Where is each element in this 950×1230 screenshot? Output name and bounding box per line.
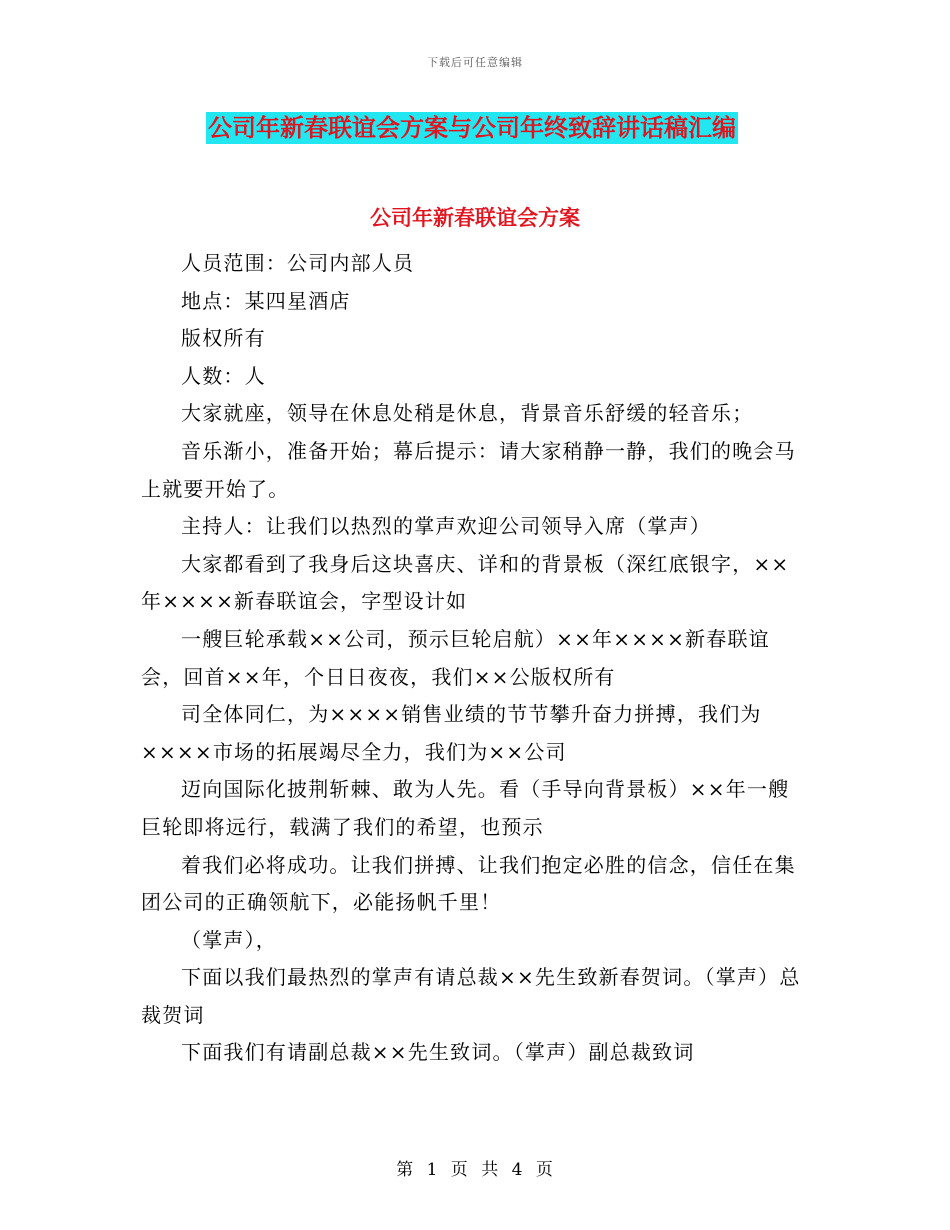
- paragraph: 大家就座，领导在休息处稍是休息，背景音乐舒缓的轻音乐；: [181, 401, 754, 426]
- document-title: 公司年新春联谊会方案与公司年终致辞讲话稿汇编: [208, 114, 736, 142]
- paragraph: （掌声），: [181, 927, 277, 952]
- paragraph: 一艘巨轮承载××公司，预示巨轮启航）××年××××新春联谊会，回首××年，个日日夜夜，我们××公版权所有: [141, 626, 770, 689]
- page-number: 第 1 页 共 4 页: [396, 1160, 554, 1180]
- document-body: [141, 245, 801, 1072]
- section-title: 公司年新春联谊会方案: [370, 206, 580, 230]
- paragraph: 下面我们有请副总裁××先生致词。（掌声）副总裁致词: [181, 1040, 695, 1065]
- paragraph: 主持人：让我们以热烈的掌声欢迎公司领导入席（掌声）: [181, 514, 711, 539]
- paragraph: 司全体同仁，为××××销售业绩的节节攀升奋力拼搏，我们为××××市场的拓展竭尽全力，我们为××公司: [141, 702, 762, 764]
- paragraph: 着我们必将成功。让我们拼搏、让我们抱定必胜的信念，信任在集团公司的正确领航下，必能扬帆千里！: [141, 852, 796, 915]
- header-note: 下载后可任意编辑: [427, 56, 523, 69]
- paragraph: 大家都看到了我身后这块喜庆、详和的背景板（深红底银字，××年××××新春联谊会，字型设计如: [141, 551, 790, 614]
- paragraph: 下面以我们最热烈的掌声有请总裁××先生致新春贺词。（掌声）总裁贺词: [141, 965, 801, 1027]
- paragraph: 版权所有: [181, 326, 266, 351]
- paragraph: 人员范围：公司内部人员: [181, 251, 415, 275]
- paragraph: 地点：某四星酒店: [181, 288, 351, 313]
- paragraph: 人数：人: [181, 363, 266, 388]
- paragraph: 音乐渐小，准备开始；幕后提示：请大家稍静一静，我们的晚会马上就要开始了。: [141, 438, 796, 501]
- paragraph: 迈向国际化披荆斩棘、敢为人先。看（手导向背景板）××年一艘巨轮即将远行，载满了我们的希望，也预示: [141, 777, 790, 839]
